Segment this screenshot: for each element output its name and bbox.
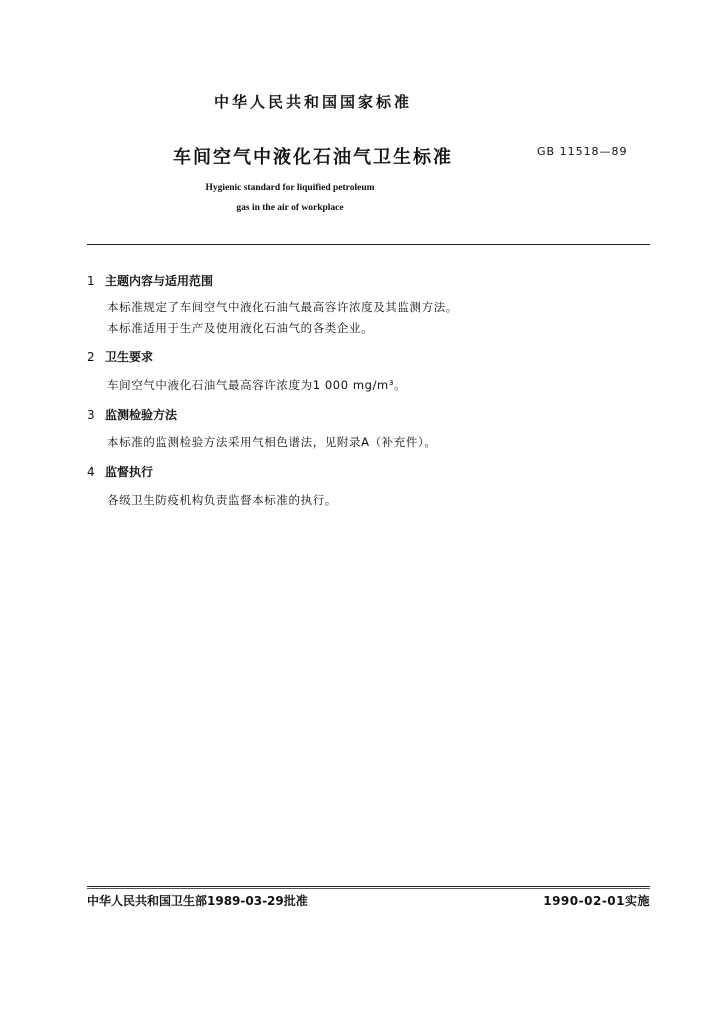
section-4-line-1: 各级卫生防疫机构负责监督本标准的执行。 [107, 493, 337, 507]
english-title [0, 178, 580, 218]
section-number: 4 [87, 465, 95, 479]
section-number: 3 [87, 408, 95, 422]
section-1-heading [87, 272, 213, 289]
section-2-heading [87, 348, 153, 365]
implementation-date: 1990-02-01实施 [543, 894, 650, 908]
section-4-heading [87, 463, 153, 480]
section-1-line-1: 本标准规定了车间空气中液化石油气最高容许浓度及其监测方法。 [107, 300, 458, 314]
footer-divider-thin [87, 888, 650, 889]
header-divider [87, 244, 650, 245]
section-2-line-1: 车间空气中液化石油气最高容许浓度为1 000 mg/m³。 [107, 378, 407, 392]
section-3-line-1: 本标准的监测检验方法采用气相色谱法，见附录A（补充件）。 [107, 435, 437, 449]
standard-code: GB 11518—89 [537, 145, 628, 158]
section-title: 监测检验方法 [105, 408, 178, 422]
national-standard-heading: 中华人民共和国国家标准 [213, 93, 412, 111]
section-number: 2 [87, 350, 95, 364]
section-title: 主题内容与适用范围 [105, 274, 214, 288]
english-title-line-1: Hygienic standard for liquified petroleum [205, 183, 375, 193]
section-title: 监督执行 [105, 465, 154, 479]
approval-statement: 中华人民共和国卫生部1989-03-29批准 [87, 894, 308, 908]
section-title: 卫生要求 [105, 350, 154, 364]
section-3-heading [87, 406, 177, 423]
footer-divider [87, 886, 650, 887]
section-1-line-2: 本标准适用于生产及使用液化石油气的各类企业。 [107, 321, 374, 335]
english-title-line-2: gas in the air of workplace [236, 203, 344, 213]
section-number: 1 [87, 274, 95, 288]
document-title: 车间空气中液化石油气卫生标准 [173, 147, 453, 168]
